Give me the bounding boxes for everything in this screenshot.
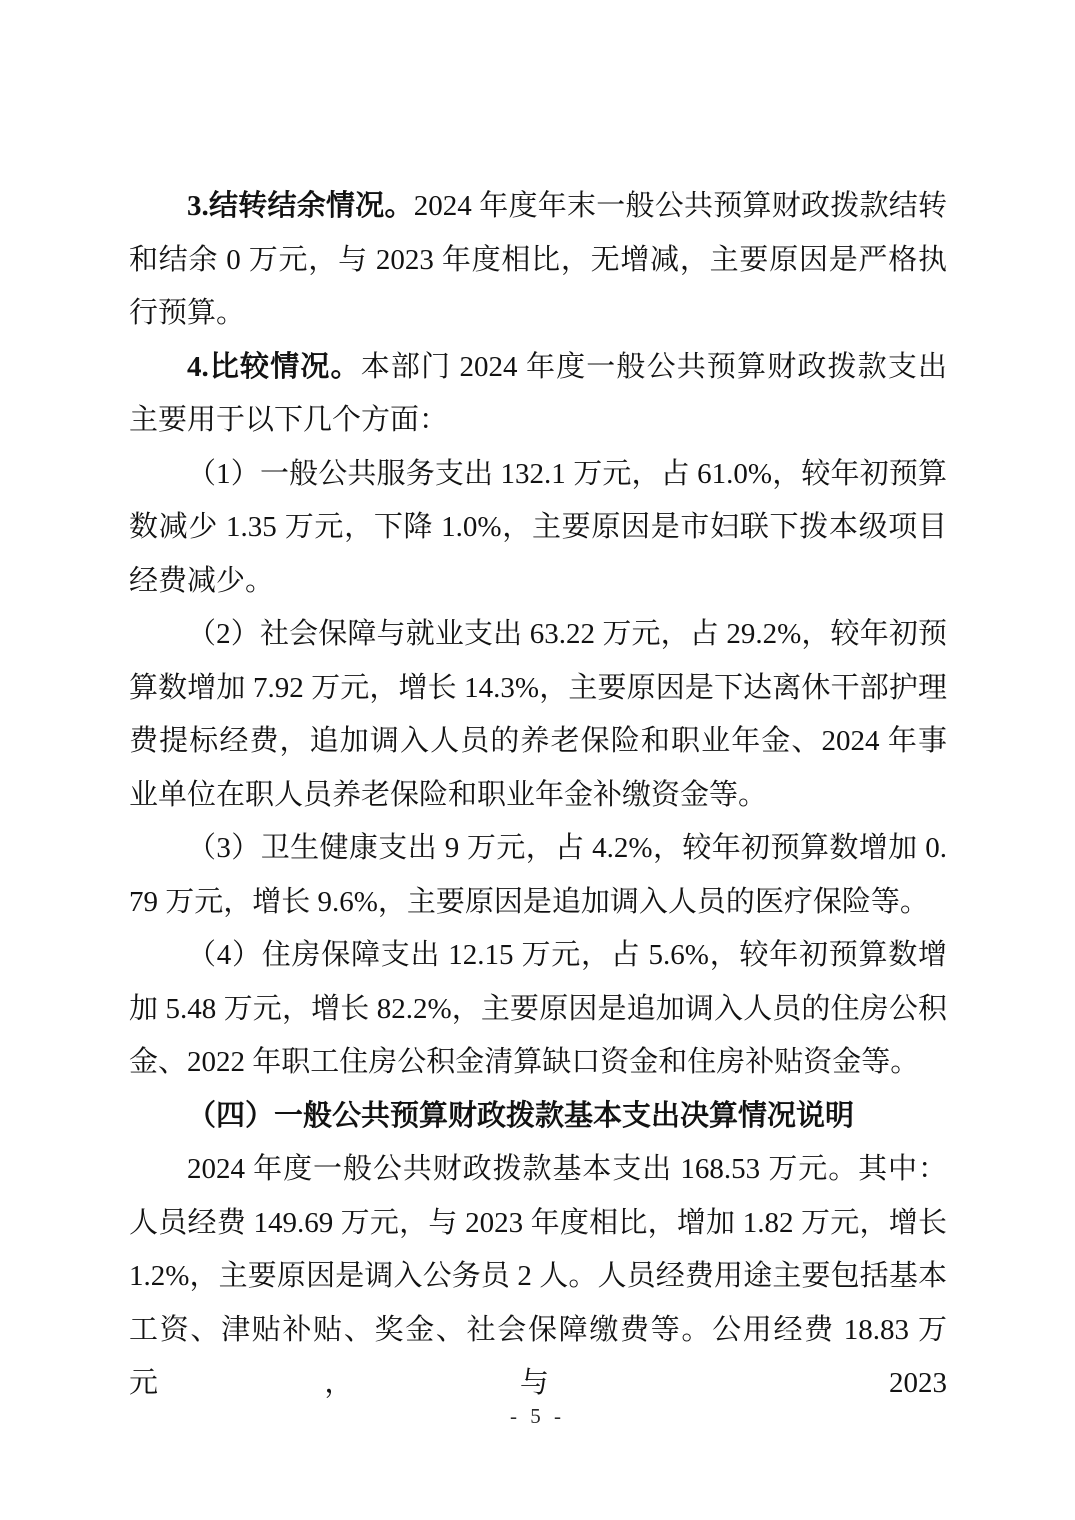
- paragraph-text: 2024 年度一般公共财政拨款基本支出 168.53 万元。其中：人员经费 149.69 万元，与 2023 年度相比，增加 1.82 万元，增长 1.2%，主要原因是调入公务员 2 人。人员经费用途主要包括基本工资、津贴补贴、奖金、社会保障缴费等。公用经费 18.83 万元，与 2023: [129, 1153, 947, 1399]
- paragraph-lead: 3.结转结余情况。: [187, 190, 414, 222]
- paragraph-lead: 4.比较情况。: [187, 350, 361, 383]
- paragraph-text: （1）一般公共服务支出 132.1 万元，占 61.0%，较年初预算数减少 1.35 万元，下降 1.0%，主要原因是市妇联下拨本级项目经费减少。: [129, 457, 947, 597]
- paragraph-comparison: [129, 341, 947, 448]
- paragraph-text: （2）社会保障与就业支出 63.22 万元，占 29.2%，较年初预算数增加 7.92 万元，增长 14.3%，主要原因是下达离休干部护理费提标经费，追加调入人员的养老保险和职业年金、2024 年事业单位在职人员养老保险和职业年金补缴资金等。: [129, 618, 947, 811]
- paragraph-item-3: [129, 822, 947, 929]
- paragraph-item-2: [129, 608, 947, 822]
- paragraph-item-4: [129, 929, 947, 1090]
- paragraph-item-1: [129, 448, 947, 609]
- paragraph-basic-expenditure: [129, 1143, 947, 1411]
- paragraph-text: 本部门 2024 年度一般公共预算财政拨款支出主要用于以下几个方面：: [129, 350, 947, 436]
- paragraph-carryover: [129, 180, 947, 341]
- paragraph-text: （3）卫生健康支出 9 万元，占 4.2%，较年初预算数增加 0.79 万元，增长 9.6%，主要原因是追加调入人员的医疗保险等。: [129, 832, 947, 918]
- section-heading: （四）一般公共预算财政拨款基本支出决算情况说明: [187, 1099, 855, 1132]
- paragraph-text: 2024 年度年末一般公共预算财政拨款结转和结余 0 万元，与 2023 年度相比，无增减，主要原因是严格执行预算。: [129, 190, 947, 329]
- page-number: - 5 -: [510, 1404, 565, 1428]
- paragraph-text: （4）住房保障支出 12.15 万元，占 5.6%，较年初预算数增加 5.48 万元，增长 82.2%，主要原因是追加调入人员的住房公积金、2022 年职工住房公积金清算缺口资金和住房补贴资金等。: [129, 939, 947, 1078]
- page-body: [129, 180, 947, 1411]
